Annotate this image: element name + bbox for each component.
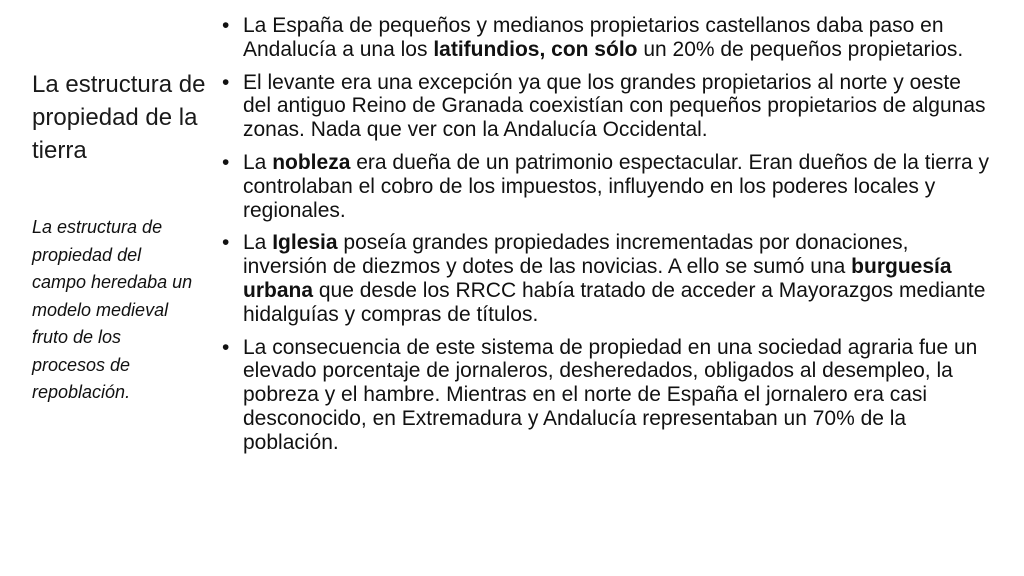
bullet-item	[222, 336, 992, 455]
slide-subtitle: La estructura de propiedad del campo heredaba un modelo medieval fruto de los procesos de repoblación.	[32, 217, 193, 402]
bullet-dot-icon: •	[222, 335, 230, 359]
bullet-text: La	[243, 231, 273, 255]
bullet-list	[222, 14, 992, 464]
bullet-bold-text: Iglesia	[272, 231, 338, 255]
bullet-text: La	[243, 150, 273, 174]
bullet-bold-text: nobleza	[272, 150, 351, 174]
bullet-dot-icon: •	[222, 150, 230, 174]
bullet-item	[222, 231, 992, 326]
bullet-dot-icon: •	[222, 14, 230, 37]
bullet-bold-text: latifundios, con sólo	[433, 37, 638, 61]
bullet-text: El levante era una excepción ya que los grandes propietarios al norte y oeste del antiguo Reino de Granada coexistían con pequeños propietarios de algunas zonas. Nada que ver con la Andalucía Occidental.	[243, 70, 986, 142]
bullet-item	[222, 151, 992, 222]
bullet-item	[222, 14, 992, 62]
bullet-text: poseía grandes propiedades incrementadas por donaciones, inversión de diezmos y dotes de las novicias. A ello se sumó una	[243, 231, 909, 279]
bullet-text: La consecuencia de este sistema de propiedad en una sociedad agraria fue un elevado porcentaje de jornaleros, desheredados, obligados al desempleo, la pobreza y el hambre. Mientras en el norte de España el jornalero era casi desconocido, en Extremadura y Andalucía representaban un 70% de la población.	[243, 335, 978, 454]
bullet-text: que desde los RRCC había tratado de acceder a Mayorazgos mediante hidalguías y compras de títulos.	[243, 278, 986, 326]
bullet-dot-icon: •	[222, 70, 230, 94]
bullet-item	[222, 71, 992, 142]
bullet-text: un 20% de pequeños propietarios.	[637, 37, 964, 61]
slide-title: La estructura de propiedad de la tierra	[32, 71, 206, 164]
bullet-dot-icon: •	[222, 231, 230, 255]
bullet-text: era dueña de un patrimonio espectacular. Eran dueños de la tierra y controlaban el cobro de los impuestos, influyendo en los poderes locales y regionales.	[243, 150, 989, 222]
bullet-bold-text: burguesía urbana	[243, 255, 952, 302]
bullet-text: La España de pequeños y medianos propietarios castellanos daba paso en Andalucía a una los	[243, 14, 944, 61]
